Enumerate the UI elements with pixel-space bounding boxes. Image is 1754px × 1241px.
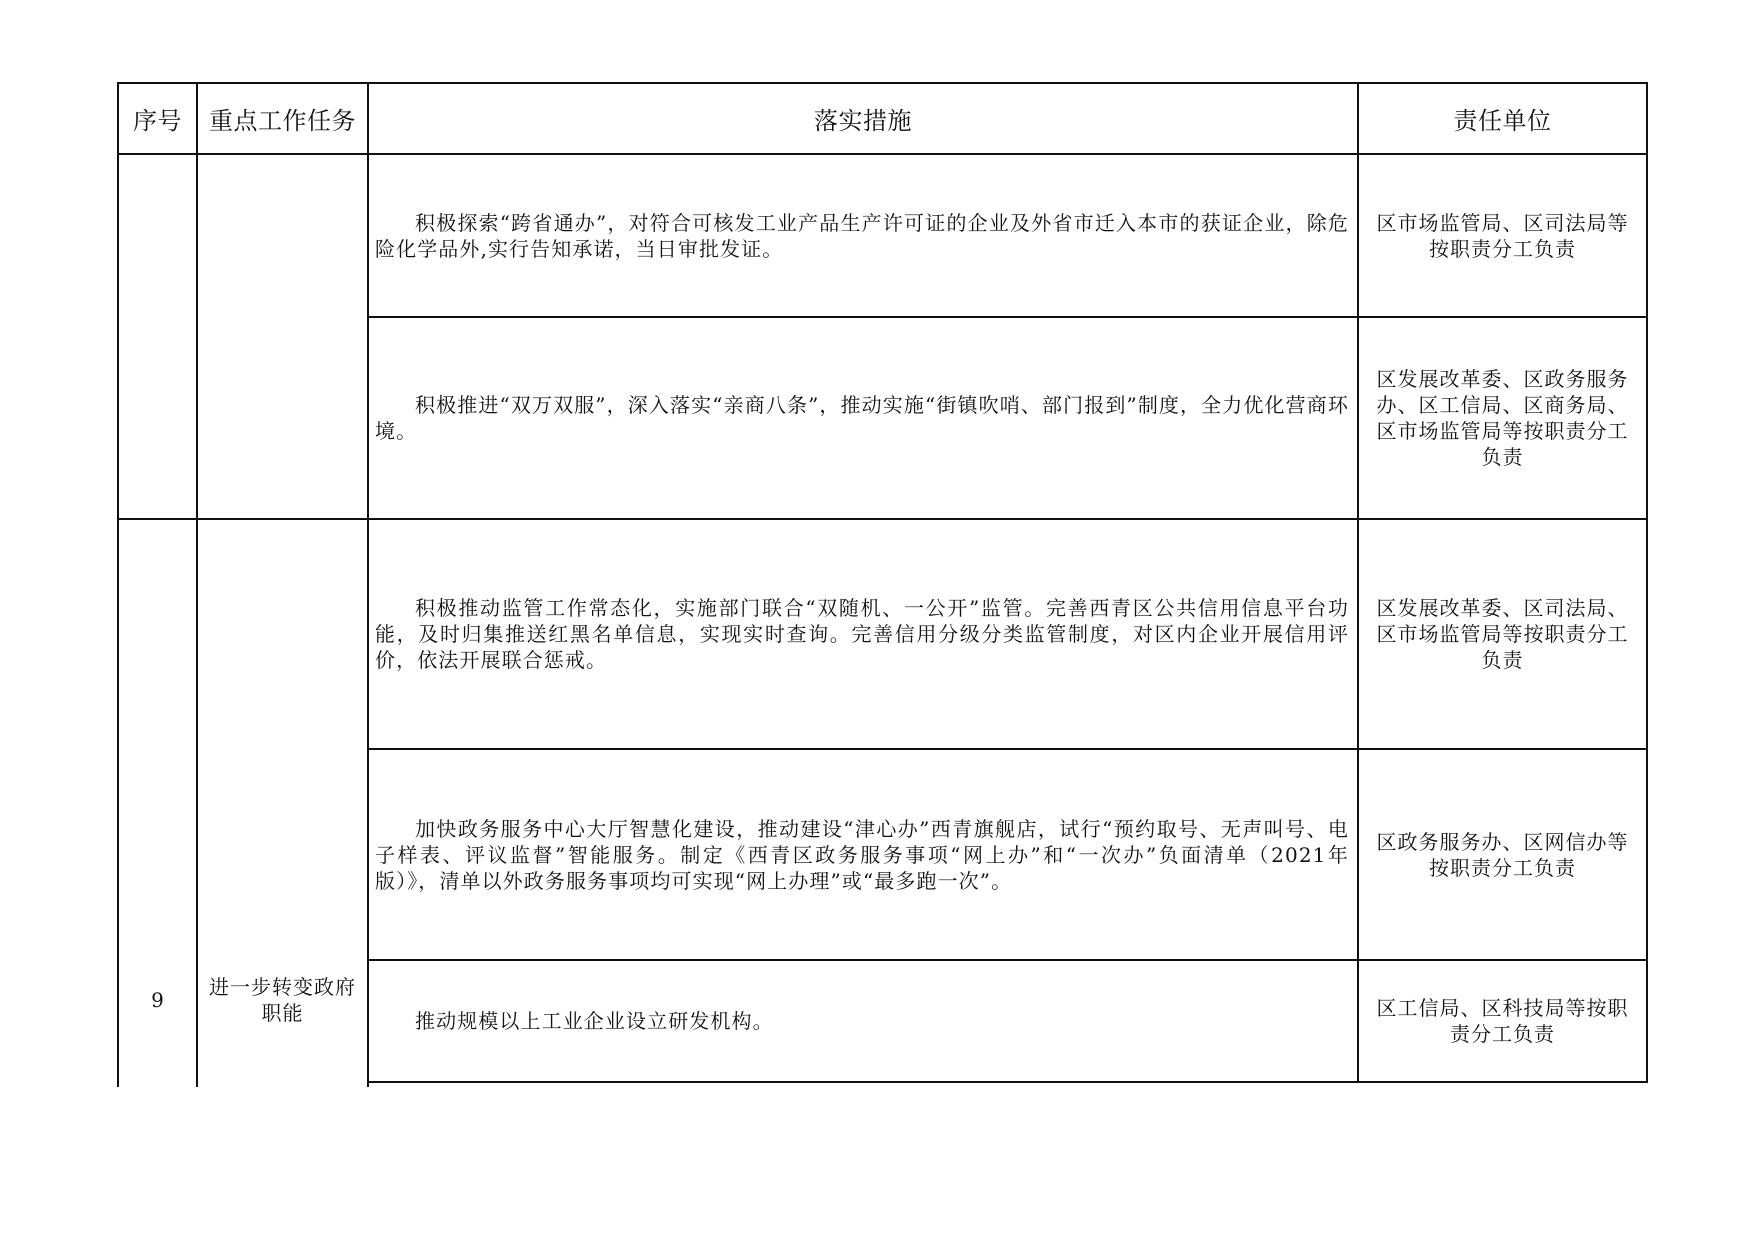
- serial-cell: 9: [151, 988, 164, 1012]
- measure-text: 推动规模以上工业企业设立研发机构。: [415, 1009, 774, 1033]
- header-task: 重点工作任务: [209, 107, 356, 135]
- header-responsible: 责任单位: [1453, 107, 1552, 135]
- responsible-text: 区市场监管局、区司法局等按职责分工负责: [1376, 210, 1629, 261]
- responsible-cell: [1359, 155, 1646, 316]
- responsible-text: 区发展改革委、区政务服务办、区工信局、区商务局、区市场监管局等按职责分工负责: [1376, 367, 1629, 469]
- measure-text: 积极探索“跨省通办”，对符合可核发工业产品生产许可证的企业及外省市迁入本市的获证企业，除危险化学品外,实行告知承诺，当日审批发证。: [375, 210, 1349, 261]
- responsible-cell: [1359, 520, 1646, 748]
- measure-text: 积极推动监管工作常态化，实施部门联合“双随机、一公开”监管。完善西青区公共信用信息平台功能，及时归集推送红黑名单信息，实现实时查询。完善信用分级分类监管制度，对区内企业开展信用评价，依法开展联合惩戒。: [375, 596, 1349, 672]
- responsible-cell: [1359, 318, 1646, 518]
- measure-cell: [369, 155, 1357, 316]
- header-serial: 序号: [133, 107, 182, 135]
- column-divider: [196, 82, 198, 1087]
- table-border-left: [117, 82, 119, 1087]
- responsible-text: 区政务服务办、区网信办等按职责分工负责: [1376, 829, 1629, 880]
- responsible-cell: [1359, 750, 1646, 959]
- measure-cell: [369, 520, 1357, 748]
- responsible-text: 区发展改革委、区司法局、区市场监管局等按职责分工负责: [1376, 596, 1629, 672]
- table-border-bottom: [367, 1081, 1648, 1083]
- measure-cell: [369, 750, 1357, 959]
- responsible-cell: [1359, 961, 1646, 1081]
- measure-text: 加快政务服务中心大厅智慧化建设，推动建设“津心办”西青旗舰店，试行“预约取号、无声叫号、电子样表、评议监督”智能服务。制定《西青区政务服务事项“网上办”和“一次办”负面清单（2021年版）》，清单以外政务服务事项均可实现“网上办理”或“最多跑一次”。: [375, 816, 1349, 893]
- measure-cell: [369, 318, 1357, 518]
- responsible-text: 区工信局、区科技局等按职责分工负责: [1376, 996, 1629, 1046]
- measure-cell: [369, 961, 1357, 1081]
- measure-text: 积极推进“双万双服”，深入落实“亲商八条”，推动实施“街镇吹哨、部门报到”制度，全力优化营商环境。: [375, 393, 1349, 443]
- table-border-right: [1646, 82, 1648, 1083]
- header-measures: 落实措施: [814, 107, 912, 135]
- task-cell: 进一步转变政府职能: [209, 975, 356, 1025]
